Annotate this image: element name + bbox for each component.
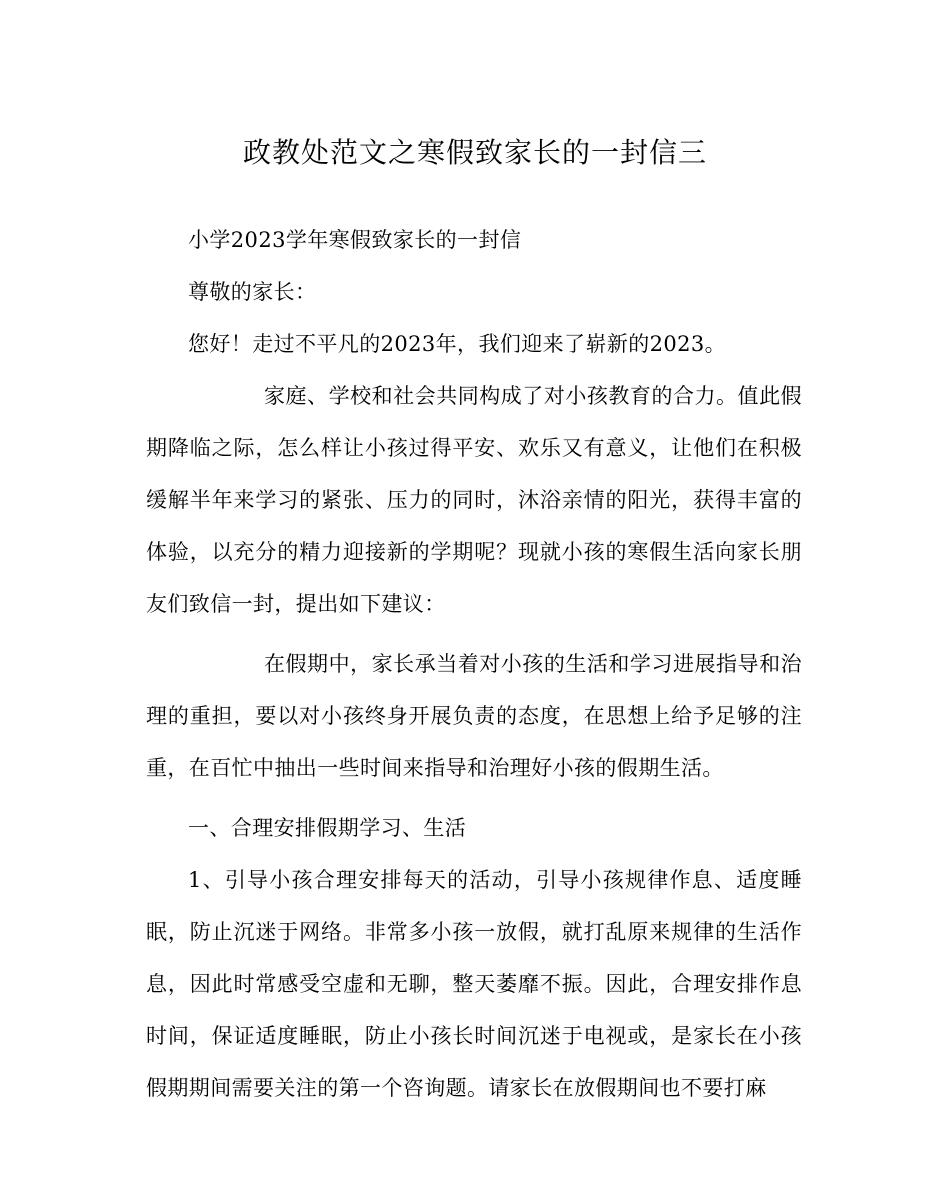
paragraph-greeting: 您好！走过不平凡的2023年，我们迎来了崭新的2023。 [188,332,727,356]
paragraph-heading-letter: 小学2023学年寒假致家长的一封信 [188,228,522,252]
document-body [146,222,802,1130]
document-title: 政教处范文之寒假致家长的一封信三 [242,136,707,169]
paragraph-salutation: 尊敬的家长： [188,280,317,304]
paragraph-intro: 家庭、学校和社会共同构成了对小孩教育的合力。值此假期降临之际，怎么样让小孩过得平安、欢乐又有意义，让他们在积极缓解半年来学习的紧张、压力的同时，沐浴亲情的阳光，获得丰富的体验，以充分的精力迎接新的学期呢？现就小孩的寒假生活向家长朋友们致信一封，提出如下建议： [146,384,802,616]
paragraph-responsibility: 在假期中，家长承当着对小孩的生活和学习进展指导和治理的重担，要以对小孩终身开展负责的态度，在思想上给予足够的注重，在百忙中抽出一些时间来指导和治理好小孩的假期生活。 [146,652,802,780]
section-heading-1: 一、合理安排假期学习、生活 [188,816,467,840]
paragraph-item-1: 1、引导小孩合理安排每天的活动，引导小孩规律作息、适度睡眠，防止沉迷于网络。非常多小孩一放假，就打乱原来规律的生活作息，因此时常感受空虚和无聊，整天萎靡不振。因此，合理安排作息时间，保证适度睡眠，防止小孩长时间沉迷于电视或，是家长在小孩假期期间需要关注的第一个咨询题。请家长在放假期间也不要打麻 [146,868,802,1100]
